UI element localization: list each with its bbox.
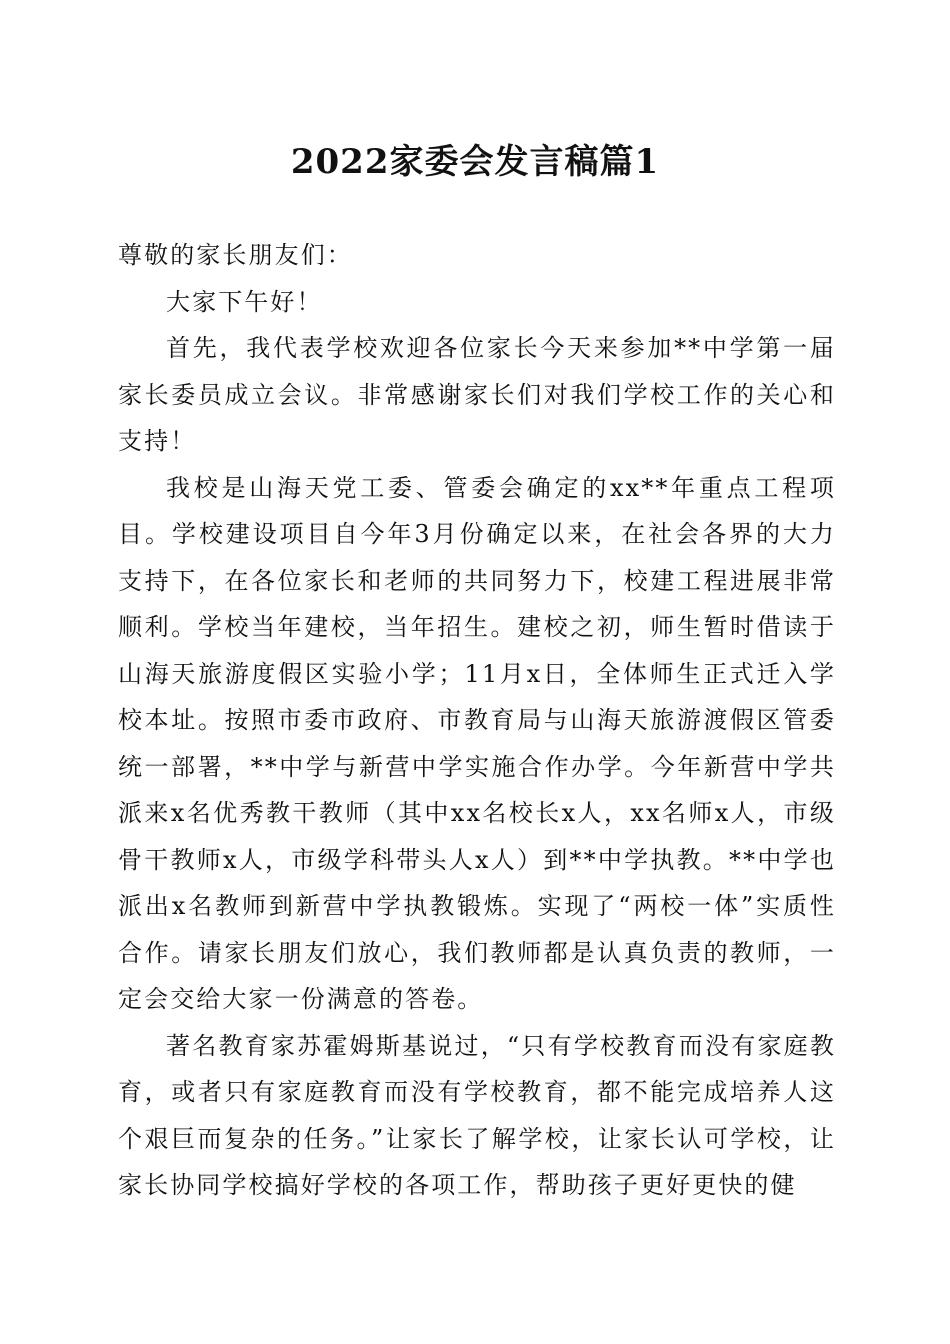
greeting-paragraph: 大家下午好！: [166, 287, 323, 316]
welcome-paragraph: 首先，我代表学校欢迎各位家长今天来参加**中学第一届家长委员成立会议。非常感谢家长们对我们学校工作的关心和支持！: [118, 334, 836, 455]
salutation-paragraph: 尊敬的家长朋友们：: [118, 241, 353, 269]
document-title: 2022家委会发言稿篇1: [290, 142, 660, 182]
education-quote-paragraph: 著名教育家苏霍姆斯基说过，“只有学校教育而没有家庭教育，或者只有家庭教育而没有学校教育，都不能完成培养人这个艰巨而复杂的任务。”让家长了解学校，让家长认可学校，让家长协同学校搞好学校的各项工作，帮助孩子更好更快的健: [118, 1031, 836, 1199]
school-introduction-paragraph: 我校是山海天党工委、管委会确定的xx**年重点工程项目。学校建设项目自今年3月份确定以来，在社会各界的大力支持下，在各位家长和老师的共同努力下，校建工程进展非常顺利。学校当年建校，当年招生。建校之初，师生暂时借读于山海天旅游度假区实验小学；11月x日，全体师生正式迁入学校本址。按照市委市政府、市教育局与山海天旅游渡假区管委统一部署，**中学与新营中学实施合作办学。今年新营中学共派来x名优秀教干教师（其中xx名校长x人，xx名师x人，市级骨干教师x人，市级学科带头人x人）到**中学执教。**中学也派出x名教师到新营中学执教锻炼。实现了“两校一体”实质性合作。请家长朋友们放心，我们教师都是认真负责的教师，一定会交给大家一份满意的答卷。: [118, 473, 836, 1013]
document-body: [118, 232, 836, 1209]
